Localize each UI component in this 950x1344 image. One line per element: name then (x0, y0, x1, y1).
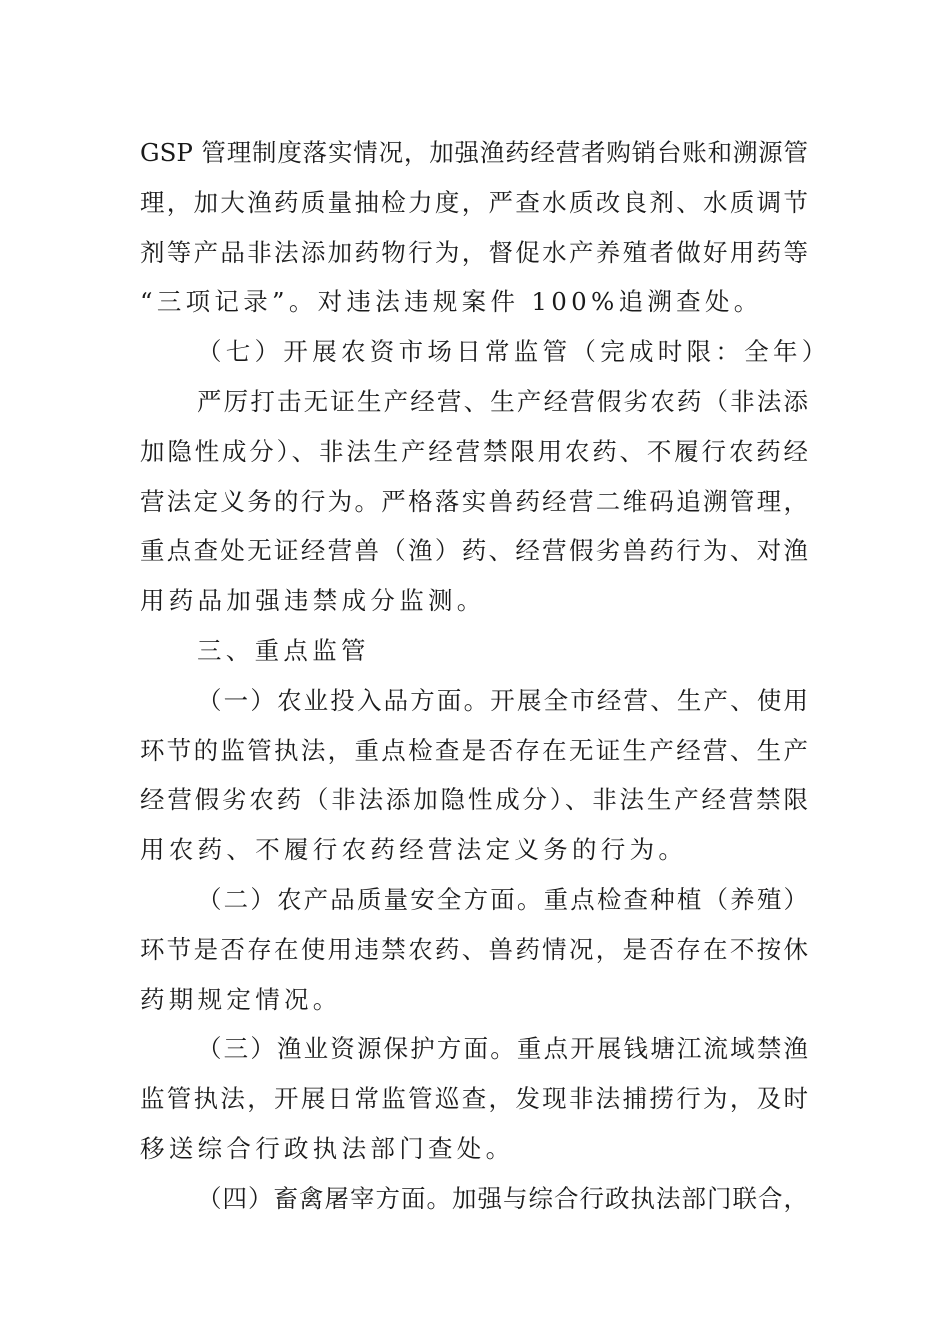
paragraph-line: 营法定义务的行为。严格落实兽药经营二维码追溯管理， (140, 486, 808, 516)
paragraph-line: “三项记录”。对违法违规案件 100%追溯查处。 (140, 287, 763, 317)
section-heading: 三、重点监管 (197, 635, 370, 665)
paragraph-line: 环节是否存在使用违禁农药、兽药情况，是否存在不按休 (140, 934, 808, 964)
paragraph-line: 加隐性成分）、非法生产经营禁限用农药、不履行农药经 (140, 436, 808, 466)
paragraph-line: 经营假劣农药（非法添加隐性成分）、非法生产经营禁限 (140, 785, 808, 815)
paragraph-line: 严厉打击无证生产经营、生产经营假劣农药（非法添 (197, 386, 808, 416)
paragraph-line: GSP 管理制度落实情况，加强渔药经营者购销台账和溯源管 (140, 138, 808, 167)
paragraph-line: 理，加大渔药质量抽检力度，严查水质改良剂、水质调节 (140, 187, 808, 217)
section-heading: （七）开展农资市场日常监管（完成时限：全年） (197, 337, 831, 367)
paragraph-line: （四）畜禽屠宰方面。加强与综合行政执法部门联合， (197, 1183, 808, 1213)
paragraph-line: 重点查处无证经营兽（渔）药、经营假劣兽药行为、对渔 (140, 536, 808, 566)
paragraph-line: （二）农产品质量安全方面。重点检查种植（养殖） (197, 884, 808, 914)
paragraph-line: 药期规定情况。 (140, 984, 342, 1014)
paragraph-line: 移送综合行政执法部门查处。 (140, 1133, 515, 1163)
paragraph-line: 用药品加强违禁成分监测。 (140, 586, 486, 616)
paragraph-line: （一）农业投入品方面。开展全市经营、生产、使用 (197, 685, 808, 715)
paragraph-line: 剂等产品非法添加药物行为，督促水产养殖者做好用药等 (140, 237, 808, 267)
paragraph-line: 环节的监管执法，重点检查是否存在无证生产经营、生产 (140, 735, 808, 765)
paragraph-line: （三）渔业资源保护方面。重点开展钱塘江流域禁渔 (197, 1034, 808, 1064)
document-body (140, 128, 831, 1224)
paragraph-line: 监管执法，开展日常监管巡查，发现非法捕捞行为，及时 (140, 1084, 808, 1114)
paragraph-line: 用农药、不履行农药经营法定义务的行为。 (140, 835, 688, 865)
